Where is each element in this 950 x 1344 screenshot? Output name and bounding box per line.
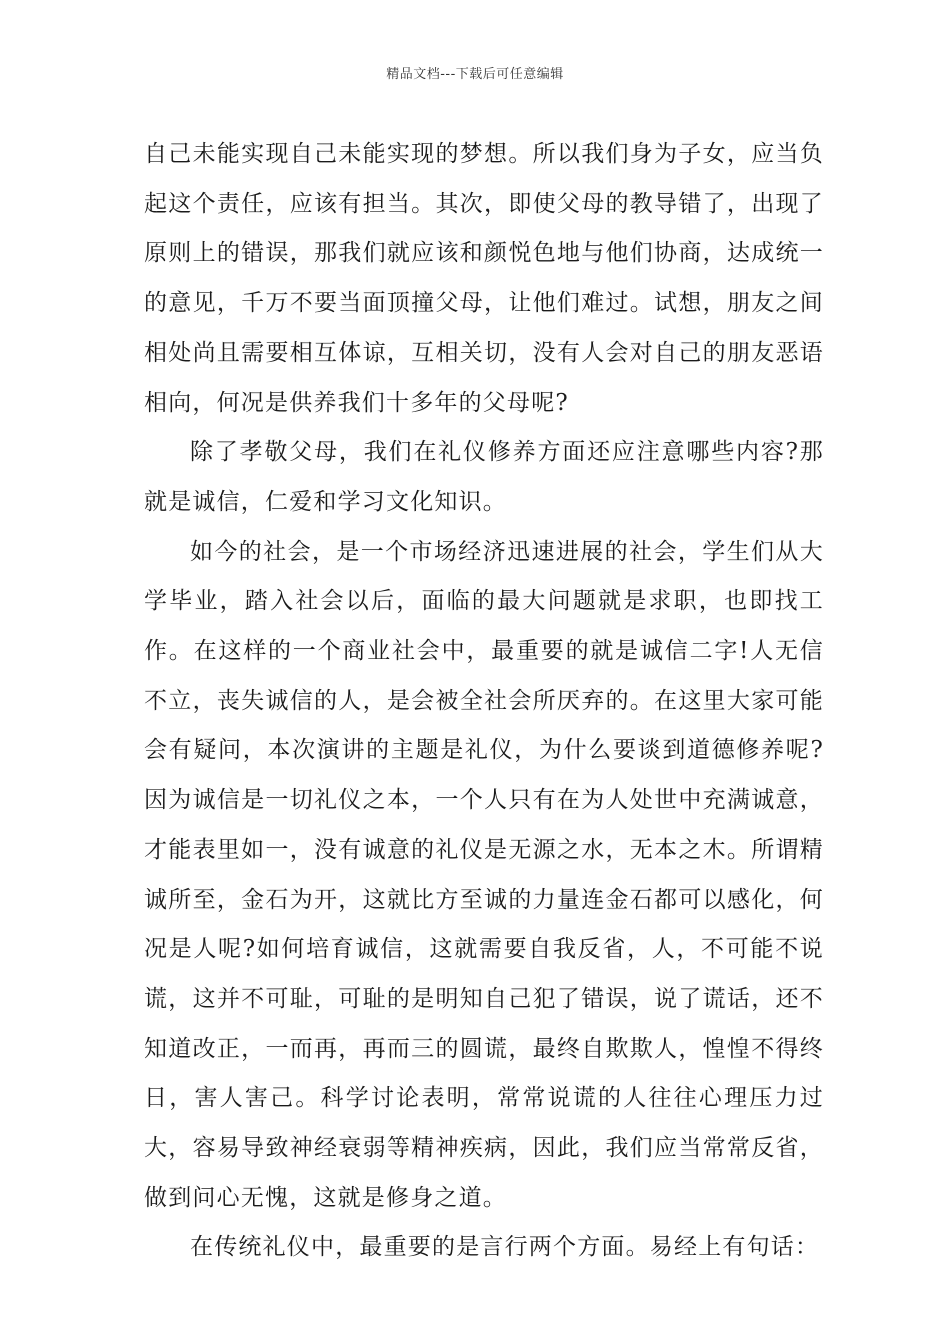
document-body [144,130,824,1273]
paragraph-continued: 自己未能实现自己未能实现的梦想。所以我们身为子女，应当负起这个责任，应该有担当。其次，即使父母的教导错了，出现了原则上的错误，那我们就应该和颜悦色地与他们协商，达成统一的意见，千万不要当面顶撞父母，让他们难过。试想，朋友之间相处尚且需要相互体谅，互相关切，没有人会对自己的朋友恶语相向，何况是供养我们十多年的父母呢? [144,141,824,416]
paragraph: 如今的社会，是一个市场经济迅速进展的社会，学生们从大学毕业，踏入社会以后，面临的最大问题就是求职，也即找工作。在这样的一个商业社会中，最重要的就是诚信二字!人无信不立，丧失诚信的人，是会被全社会所厌弃的。在这里大家可能会有疑问，本次演讲的主题是礼仪，为什么要谈到道德修养呢?因为诚信是一切礼仪之本，一个人只有在为人处世中充满诚意，才能表里如一，没有诚意的礼仪是无源之水，无本之木。所谓精诚所至，金石为开，这就比方至诚的力量连金石都可以感化，何况是人呢?如何培育诚信，这就需要自我反省，人，不可能不说谎，这并不可耻，可耻的是明知自己犯了错误，说了谎话，还不知道改正，一而再，再而三的圆谎，最终自欺欺人，惶惶不得终日，害人害己。科学讨论表明，常常说谎的人往往心理压力过大，容易导致神经衰弱等精神疾病，因此，我们应当常常反省，做到问心无愧，这就是修身之道。 [144,538,824,1211]
paragraph: 在传统礼仪中，最重要的是言行两个方面。易经上有句话： [190,1234,820,1261]
page-header: 精品文档---下载后可任意编辑 [386,67,564,82]
paragraph: 除了孝敬父母，我们在礼仪修养方面还应注意哪些内容?那就是诚信，仁爱和学习文化知识。 [144,439,824,515]
